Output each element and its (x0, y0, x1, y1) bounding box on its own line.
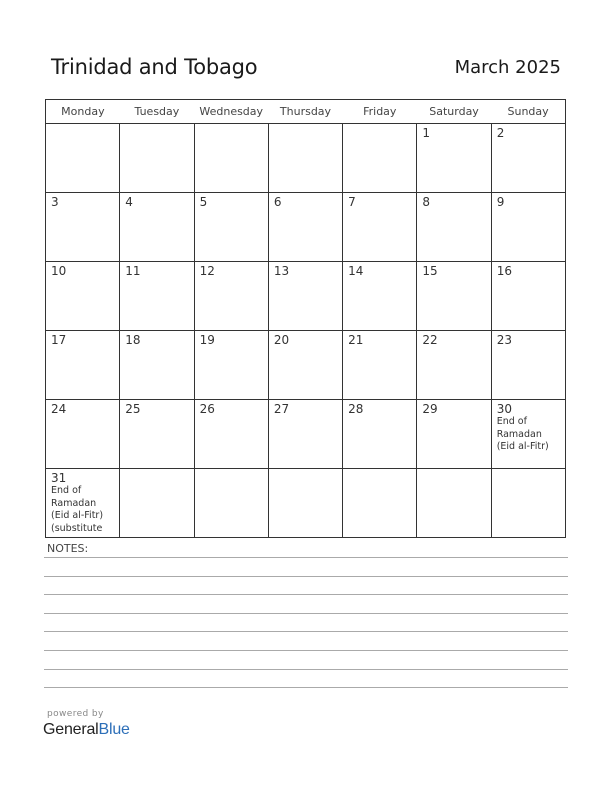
day-cell (120, 262, 194, 331)
note-line (44, 669, 568, 670)
day-cell (194, 124, 268, 193)
day-cell (120, 124, 194, 193)
brand-logo (43, 721, 130, 739)
day-number: 3 (51, 195, 59, 209)
day-cell (194, 400, 268, 469)
day-cell (491, 331, 565, 400)
day-cell (343, 469, 417, 538)
day-cell (491, 124, 565, 193)
holiday-label: End of Ramadan (Eid al-Fitr) (substitute (51, 485, 104, 534)
brand-blue: Blue (98, 721, 130, 738)
day-number: 11 (125, 264, 141, 278)
day-cell (417, 400, 491, 469)
day-number: 20 (273, 333, 290, 347)
day-cell (268, 262, 342, 331)
day-number: 8 (422, 195, 431, 209)
day-cell (120, 193, 194, 262)
day-cell (46, 124, 120, 193)
day-number: 12 (199, 264, 215, 278)
day-cell (46, 469, 120, 538)
note-line (44, 594, 568, 595)
day-number: 17 (51, 333, 67, 347)
day-number: 29 (422, 402, 438, 416)
holiday-label: End of Ramadan (Eid al-Fitr) (496, 416, 549, 452)
week-row (46, 193, 566, 262)
brand-general: General (43, 721, 99, 738)
notes-label: NOTES: (47, 542, 89, 555)
day-cell (46, 400, 120, 469)
day-number: 2 (496, 126, 505, 140)
day-cell (194, 262, 268, 331)
day-cell (268, 331, 342, 400)
day-number: 19 (199, 333, 215, 347)
day-cell (343, 331, 417, 400)
day-number: 18 (125, 333, 141, 347)
weekday-header: Thursday (268, 100, 342, 124)
day-number: 31 (51, 471, 67, 485)
note-line (44, 576, 568, 577)
week-row (46, 331, 566, 400)
day-number: 24 (51, 402, 67, 416)
day-cell (343, 124, 417, 193)
day-cell (491, 193, 565, 262)
day-number: 30 (496, 402, 512, 416)
week-row (46, 469, 566, 538)
note-line (44, 687, 568, 688)
day-number: 22 (422, 333, 438, 347)
calendar-grid (45, 99, 566, 538)
day-number: 14 (348, 264, 364, 278)
day-number: 25 (125, 402, 141, 416)
day-number: 15 (422, 264, 438, 278)
day-number: 7 (348, 195, 356, 209)
day-cell (268, 400, 342, 469)
weekday-header: Monday (46, 100, 120, 124)
day-cell (343, 262, 417, 331)
day-number: 28 (348, 402, 364, 416)
day-number: 9 (496, 195, 505, 209)
powered-by-text: powered by (47, 709, 104, 719)
week-row (46, 262, 566, 331)
day-number: 26 (199, 402, 215, 416)
day-cell (46, 193, 120, 262)
day-cell (194, 331, 268, 400)
weekday-header: Tuesday (120, 100, 194, 124)
day-number: 27 (273, 402, 290, 416)
day-cell (194, 469, 268, 538)
month-title: March 2025 (454, 57, 561, 78)
day-cell (194, 193, 268, 262)
day-cell (491, 262, 565, 331)
note-line (44, 650, 568, 651)
day-cell (120, 469, 194, 538)
day-number: 6 (273, 195, 282, 209)
day-number: 4 (125, 195, 133, 209)
weekday-header-row (46, 100, 566, 124)
day-cell (46, 262, 120, 331)
day-cell (417, 469, 491, 538)
day-cell (417, 331, 491, 400)
note-line (44, 557, 568, 558)
day-cell (343, 400, 417, 469)
day-cell (417, 262, 491, 331)
day-cell (343, 193, 417, 262)
day-cell (268, 124, 342, 193)
day-cell (491, 400, 565, 469)
day-cell (120, 331, 194, 400)
weekday-header: Friday (343, 100, 417, 124)
week-row (46, 124, 566, 193)
week-row (46, 400, 566, 469)
weekday-header: Sunday (491, 100, 565, 124)
day-number: 21 (348, 333, 364, 347)
day-number: 5 (199, 195, 208, 209)
weekday-header: Saturday (417, 100, 491, 124)
weekday-header: Wednesday (194, 100, 268, 124)
day-cell (417, 193, 491, 262)
day-cell (46, 331, 120, 400)
note-line (44, 631, 568, 632)
day-cell (120, 400, 194, 469)
day-number: 16 (496, 264, 512, 278)
day-cell (268, 469, 342, 538)
day-cell (268, 193, 342, 262)
day-number: 1 (422, 126, 431, 140)
day-number: 13 (273, 264, 290, 278)
note-line (44, 613, 568, 614)
day-cell (491, 469, 565, 538)
day-cell (417, 124, 491, 193)
day-number: 23 (496, 333, 512, 347)
country-title: Trinidad and Tobago (51, 55, 258, 79)
day-number: 10 (51, 264, 67, 278)
